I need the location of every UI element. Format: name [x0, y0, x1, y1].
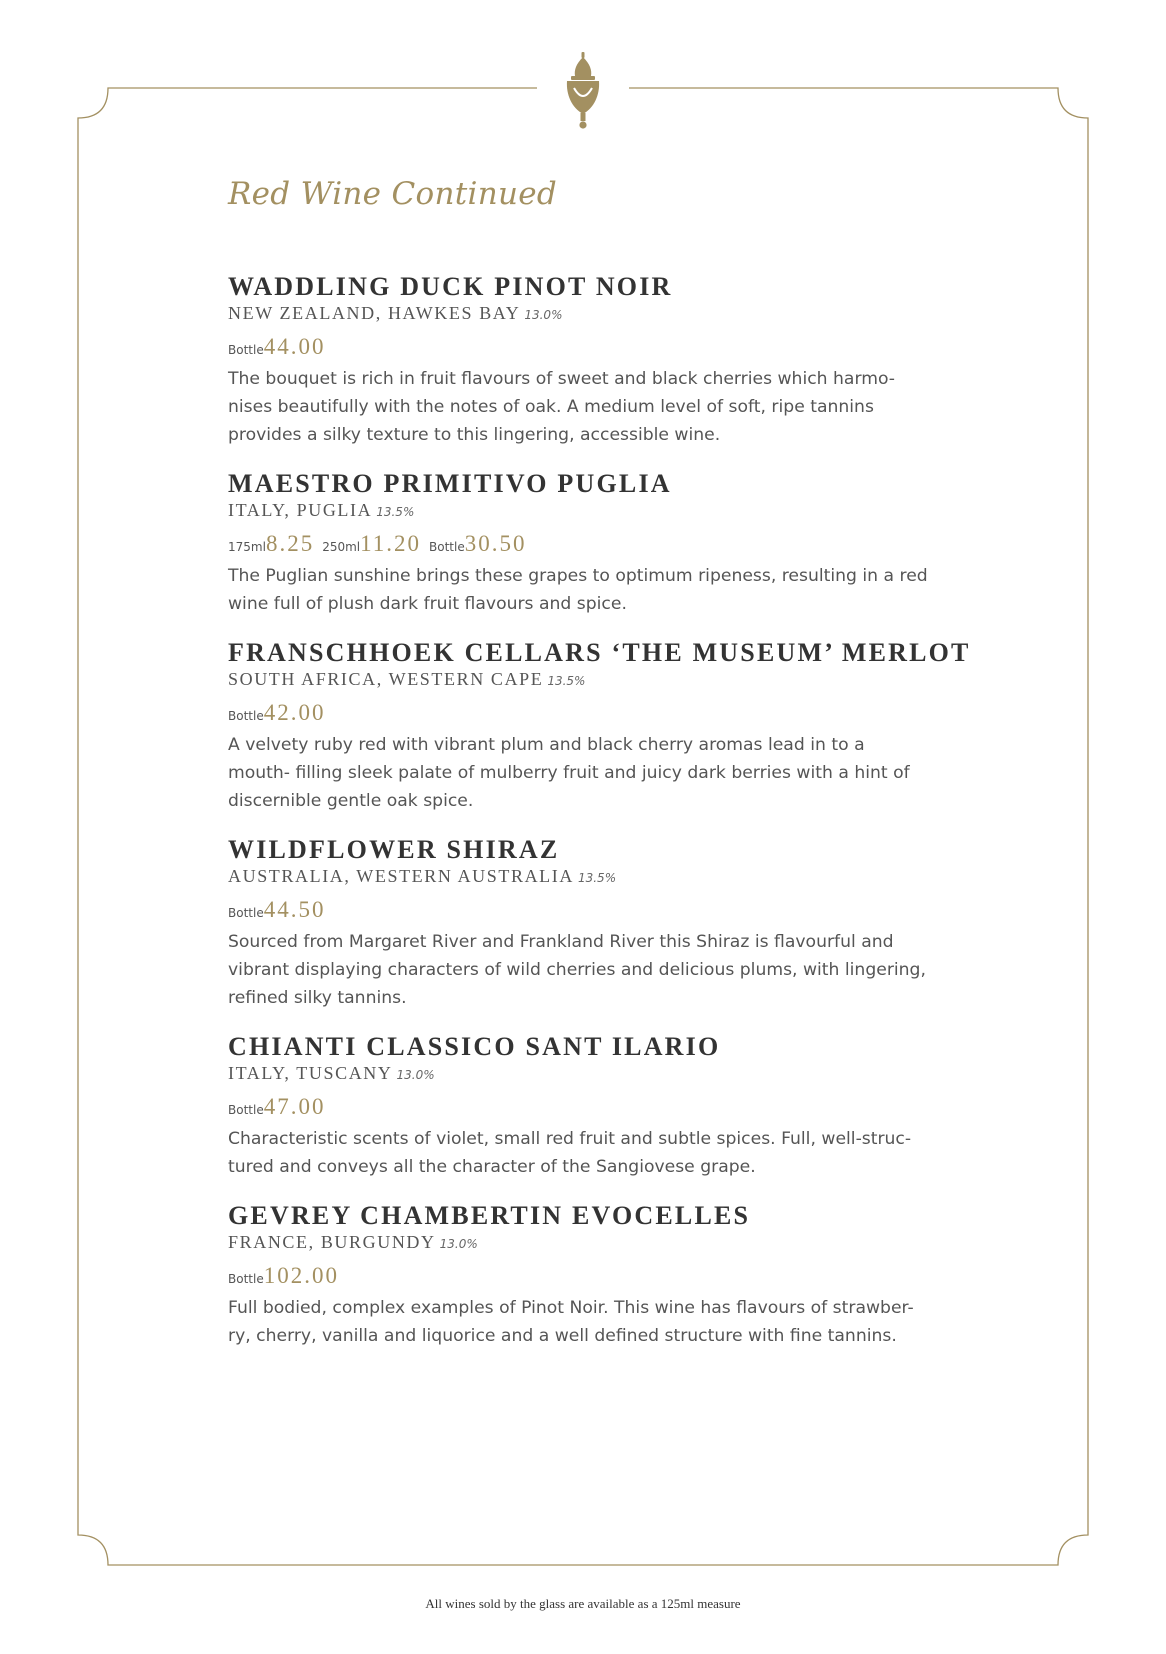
price-option	[228, 700, 326, 725]
wine-description: Full bodied, complex examples of Pinot Noir. This wine has flavours of strawber- ry, cherry, vanilla and liquorice and a well defined structure with fine tannins.	[228, 1298, 914, 1346]
price-option	[429, 531, 527, 556]
wine-item	[228, 638, 998, 815]
price-label: 250ml	[322, 540, 361, 554]
wine-description: Characteristic scents of violet, small red fruit and subtle spices. Full, well-struc- tured and conveys all the character of the Sangiovese grape.	[228, 1129, 912, 1177]
price-label: Bottle	[228, 1103, 264, 1117]
price-value: 44.50	[263, 897, 326, 922]
wine-abv: 13.0%	[439, 1237, 478, 1251]
wine-origin	[228, 865, 998, 889]
wine-prices	[228, 529, 998, 562]
wine-item	[228, 1032, 998, 1181]
price-value: 11.20	[360, 531, 422, 556]
wine-name: MAESTRO PRIMITIVO PUGLIA	[228, 469, 672, 498]
wine-item	[228, 1201, 998, 1350]
price-option	[228, 897, 326, 922]
wine-region: ITALY, PUGLIA	[228, 500, 373, 520]
price-label: Bottle	[429, 540, 465, 554]
wine-region: NEW ZEALAND, HAWKES BAY	[228, 303, 521, 323]
price-label: Bottle	[228, 709, 264, 723]
price-value: 47.00	[263, 1094, 326, 1119]
price-option	[228, 1263, 339, 1288]
price-label: 175ml	[228, 540, 266, 554]
wine-origin	[228, 499, 998, 523]
wine-abv: 13.0%	[396, 1068, 435, 1082]
wine-item	[228, 272, 998, 449]
door-knocker-icon	[558, 50, 608, 134]
price-option	[228, 531, 315, 556]
price-value: 8.25	[265, 531, 315, 556]
glass-measure-note: All wines sold by the glass are available as a 125ml measure	[425, 1596, 741, 1611]
wine-prices	[228, 895, 998, 928]
wine-prices	[228, 1092, 998, 1125]
price-option	[228, 1094, 326, 1119]
wine-region: AUSTRALIA, WESTERN AUSTRALIA	[228, 866, 574, 886]
price-option	[322, 531, 422, 556]
wine-abv: 13.0%	[524, 308, 563, 322]
wine-prices	[228, 332, 998, 365]
wine-description: Sourced from Margaret River and Frankland River this Shiraz is flavourful and vibrant displaying characters of wild cherries and delicious plums, with lingering, refined silky tannins.	[228, 932, 926, 1008]
wine-name: CHIANTI CLASSICO SANT ILARIO	[228, 1032, 721, 1061]
wine-item	[228, 469, 998, 618]
price-option	[228, 334, 326, 359]
wine-name: WILDFLOWER SHIRAZ	[228, 835, 560, 864]
page-title: Red Wine Continued	[228, 176, 558, 212]
wine-description: The bouquet is rich in fruit flavours of sweet and black cherries which harmo- nises beautifully with the notes of oak. A medium level of soft, ripe tannins provides a silky texture to this lingering, accessible wine.	[228, 369, 896, 445]
wine-description: The Puglian sunshine brings these grapes to optimum ripeness, resulting in a red wine full of plush dark fruit flavours and spice.	[228, 566, 928, 614]
wine-name: GEVREY CHAMBERTIN EVOCELLES	[228, 1201, 751, 1230]
wine-prices	[228, 698, 998, 731]
wine-abv: 13.5%	[376, 505, 415, 519]
wine-region: ITALY, TUSCANY	[228, 1063, 393, 1083]
price-value: 30.50	[464, 531, 527, 556]
price-value: 42.00	[263, 700, 326, 725]
price-value: 102.00	[263, 1263, 339, 1288]
price-label: Bottle	[228, 1272, 264, 1286]
price-value: 44.00	[263, 334, 326, 359]
wine-region: FRANCE, BURGUNDY	[228, 1232, 436, 1252]
wine-name: FRANSCHHOEK CELLARS ‘THE MUSEUM’ MERLOT	[228, 638, 971, 667]
wine-origin	[228, 668, 998, 692]
wine-abv: 13.5%	[547, 674, 586, 688]
wine-name: WADDLING DUCK PINOT NOIR	[228, 272, 673, 301]
wine-prices	[228, 1261, 998, 1294]
wine-origin	[228, 1231, 998, 1255]
wine-abv: 13.5%	[577, 871, 617, 885]
wine-description: A velvety ruby red with vibrant plum and black cherry aromas lead in to a mouth- filling sleek palate of mulberry fruit and juicy dark berries with a hint of discernible gentle oak spice.	[228, 735, 910, 811]
wine-origin	[228, 1062, 998, 1086]
price-label: Bottle	[228, 906, 264, 920]
wine-item	[228, 835, 998, 1012]
wine-region: SOUTH AFRICA, WESTERN CAPE	[228, 669, 544, 689]
wine-origin	[228, 302, 998, 326]
wine-list	[228, 272, 998, 1370]
price-label: Bottle	[228, 343, 264, 357]
